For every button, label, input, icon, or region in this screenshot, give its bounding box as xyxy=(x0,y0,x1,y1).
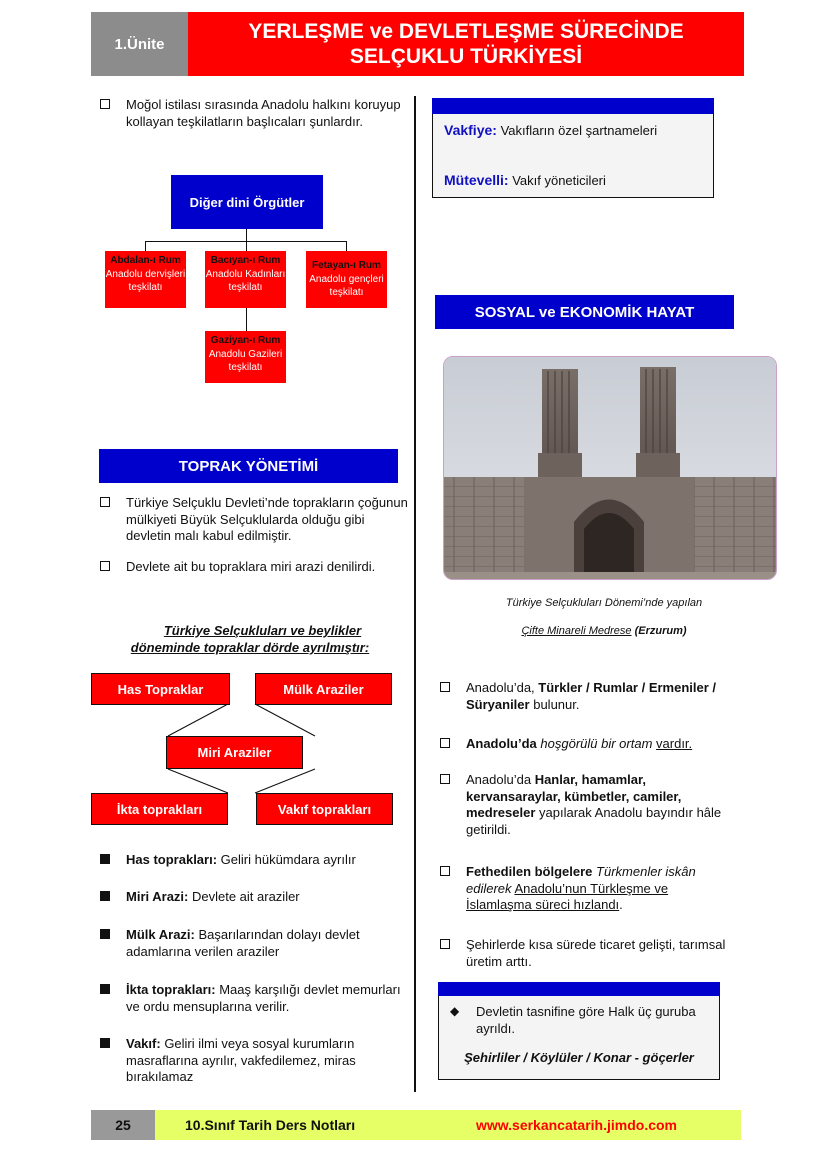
column-divider xyxy=(414,96,416,1092)
definition-item: İkta toprakları: Maaş karşılığı devlet memurları ve ordu mensuplarına verilir. xyxy=(100,982,401,1015)
land-heading: Türkiye Selçukluları ve beylikler döneminde topraklar dörde ayrılmıştır: xyxy=(130,623,370,655)
photo-caption-line-1: Türkiye Selçukluları Dönemi’nde yapılan xyxy=(505,597,703,609)
org-item-abdalan: Abdalan-ı Rum Anadolu dervişleri teşkilatı xyxy=(105,251,186,308)
page-title xyxy=(188,12,744,76)
definition-item: Miri Arazi: Devlete ait araziler xyxy=(100,889,416,906)
checkbox-bullet-icon xyxy=(440,939,450,949)
title-line-2: SELÇUKLU TÜRKİYESİ xyxy=(349,45,583,68)
checkbox-bullet-icon xyxy=(100,99,110,109)
land-ikta: İkta toprakları xyxy=(91,793,228,825)
intro-bullet: Moğol istilası sırasında Anadolu halkını koruyup kollayan teşkilatların başlıcaları şunlardır. xyxy=(100,97,411,130)
social-bullet-5: Şehirlerde kısa sürede ticaret gelişti, tarımsal üretim arttı. xyxy=(440,937,736,970)
toprak-bullet-1: Türkiye Selçuklu Devleti’nde toprakların çoğunun mülkiyeti Büyük Selçuklularda olduğu gibi devletin malı kabul edilmiştir. xyxy=(100,495,411,545)
square-bullet-icon xyxy=(100,854,110,864)
diamond-bullet-icon: ◆ xyxy=(450,1004,460,1018)
land-miri: Miri Araziler xyxy=(166,736,303,769)
land-has: Has Topraklar xyxy=(91,673,230,705)
square-bullet-icon xyxy=(100,891,110,901)
org-main-box: Diğer dini Örgütler xyxy=(171,175,323,229)
population-box-header-bar xyxy=(438,982,720,996)
checkbox-bullet-icon xyxy=(440,866,450,876)
checkbox-bullet-icon xyxy=(440,774,450,784)
land-vakif: Vakıf toprakları xyxy=(256,793,393,825)
title-line-1: YERLEŞME ve DEVLETLEŞME SÜRECİNDE xyxy=(248,20,684,43)
org-item-baciyan: Bacıyan-ı Rum Anadolu Kadınları teşkilatı xyxy=(205,251,286,308)
photo-caption-line-2: Çifte Minareli Medrese (Erzurum) xyxy=(521,625,687,637)
footer-title: 10.Sınıf Tarih Ders Notları xyxy=(185,1117,356,1133)
definition-item: Has toprakları: Geliri hükümdara ayrılır xyxy=(100,852,416,869)
checkbox-bullet-icon xyxy=(100,497,110,507)
definition-item: Vakıf: Geliri ilmi veya sosyal kurumların masraflarına ayrılır, vakfedilemez, miras bırakılamaz xyxy=(100,1036,401,1086)
checkbox-bullet-icon xyxy=(440,738,450,748)
population-bullet: ◆ Devletin tasnifine göre Halk üç guruba ayrıldı. xyxy=(450,1004,696,1036)
medrese-photo xyxy=(443,356,777,580)
social-bullet-3: Anadolu’da Hanlar, hamamlar, kervansaraylar, kümbetler, camiler, medreseler yapılarak Anadolu bayındır hâle getirildi. xyxy=(440,772,741,838)
vakif-box-header-bar xyxy=(432,98,714,114)
social-bullet-1: Anadolu’da, Türkler / Rumlar / Ermeniler / Süryaniler bulunur. xyxy=(440,680,756,713)
square-bullet-icon xyxy=(100,984,110,994)
population-classes-list: Şehirliler / Köylüler / Konar - göçerler xyxy=(464,1050,694,1065)
social-section-header: SOSYAL ve EKONOMİK HAYAT xyxy=(435,295,734,329)
unit-label: 1.Ünite xyxy=(91,12,188,76)
toprak-section-header: TOPRAK YÖNETİMİ xyxy=(99,449,398,483)
org-item-fetayan: Fetayan-ı Rum Anadolu gençleri teşkilatı xyxy=(306,251,387,308)
mutevelli-definition: Mütevelli: Vakıf yöneticileri xyxy=(444,172,606,188)
toprak-bullet-2: Devlete ait bu topraklara miri arazi denilirdi. xyxy=(100,559,411,576)
square-bullet-icon xyxy=(100,929,110,939)
definition-item: Mülk Arazi: Başarılarından dolayı devlet adamlarına verilen araziler xyxy=(100,927,401,960)
vakfiye-definition: Vakfiye: Vakıfların özel şartnameleri xyxy=(444,122,658,138)
footer-website-link[interactable]: www.serkancatarih.jimdo.com xyxy=(476,1117,677,1133)
land-mulk: Mülk Araziler xyxy=(255,673,392,705)
square-bullet-icon xyxy=(100,1038,110,1048)
checkbox-bullet-icon xyxy=(440,682,450,692)
social-bullet-2: Anadolu’da hoşgörülü bir ortam vardır. xyxy=(440,736,756,753)
page-number: 25 xyxy=(91,1110,155,1140)
checkbox-bullet-icon xyxy=(100,561,110,571)
org-item-gaziyan: Gaziyan-ı Rum Anadolu Gazileri teşkilatı xyxy=(205,331,286,383)
social-bullet-4: Fethedilen bölgelere Türkmenler iskân edilerek Anadolu’nun Türkleşme ve İslamlaşma süreci hızlandı. xyxy=(440,864,731,914)
